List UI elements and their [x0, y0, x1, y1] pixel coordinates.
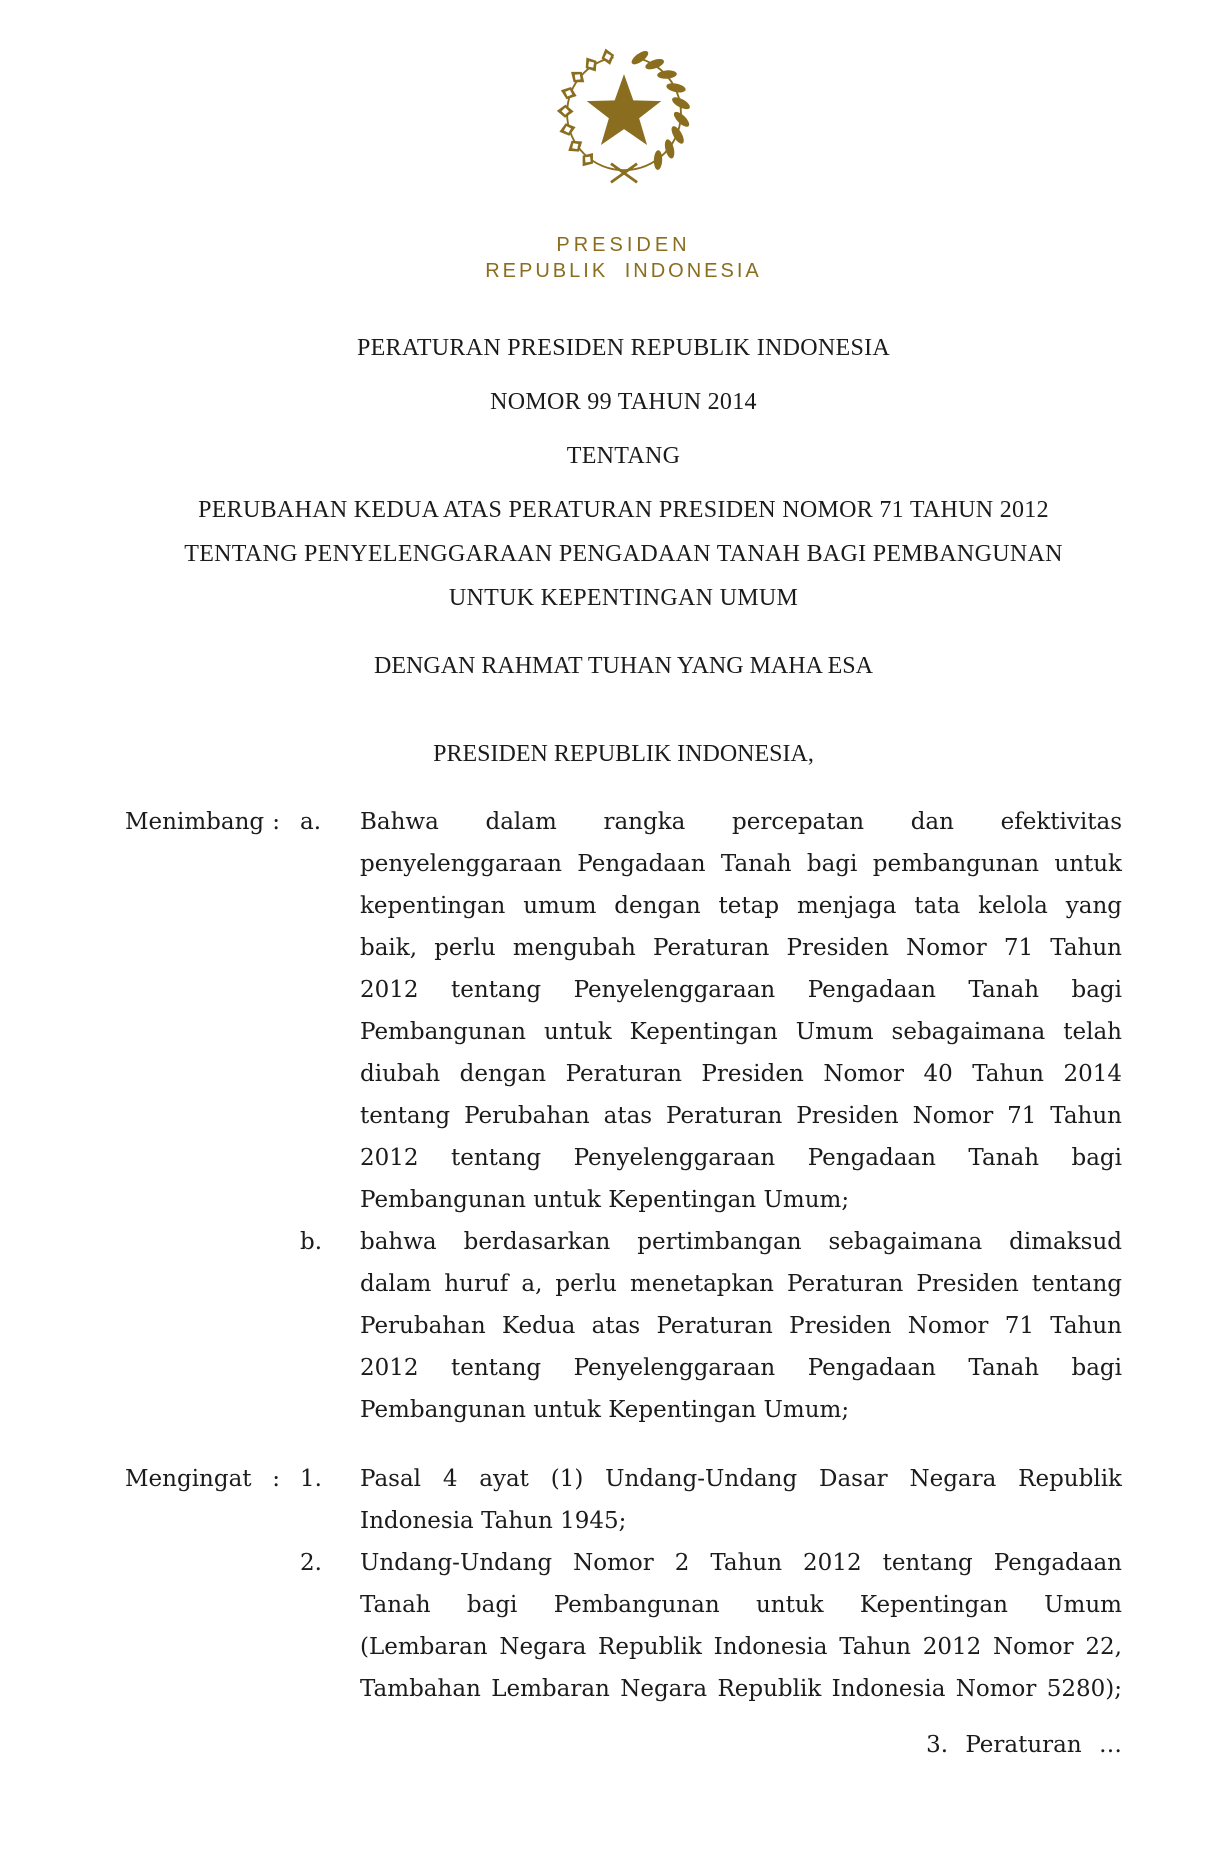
title-number: NOMOR 99 TAHUN 2014	[490, 389, 757, 415]
text-line: Tanah bagi Pembangunan untuk Kepentingan Umum	[360, 1592, 1122, 1618]
text-line: Indonesia Tahun 1945;	[360, 1508, 627, 1534]
item-marker: b.	[300, 1229, 323, 1255]
title-block	[125, 326, 1122, 620]
title-regulation: PERATURAN PRESIDEN REPUBLIK INDONESIA	[356, 335, 891, 361]
text-line: Perubahan Kedua atas Peraturan Presiden Nomor 71 Tahun	[360, 1313, 1122, 1339]
item-marker: a.	[300, 809, 322, 835]
title-subject-3: UNTUK KEPENTINGAN UMUM	[448, 585, 799, 611]
text-line: (Lembaran Negara Republik Indonesia Tahun 2012 Nomor 22,	[360, 1634, 1122, 1660]
title-subject-1: PERUBAHAN KEDUA ATAS PERATURAN PRESIDEN NOMOR 71 TAHUN 2012	[198, 497, 1049, 523]
menimbang-item-b	[300, 1221, 1122, 1431]
letterhead	[125, 0, 1122, 284]
text-line: Pembangunan untuk Kepentingan Umum sebagaimana telah	[360, 1019, 1122, 1045]
text-line: 2012 tentang Penyelenggaraan Pengadaan Tanah bagi	[360, 977, 1122, 1003]
item-marker: 2.	[300, 1550, 322, 1576]
mengingat-label-text: Mengingat	[125, 1466, 252, 1492]
text-line: Pasal 4 ayat (1) Undang-Undang Dasar Negara Republik	[360, 1466, 1122, 1492]
text-line: 2012 tentang Penyelenggaraan Pengadaan Tanah bagi	[360, 1145, 1122, 1171]
text-line: 2012 tentang Penyelenggaraan Pengadaan Tanah bagi	[360, 1355, 1122, 1381]
text-line: Bahwa dalam rangka percepatan dan efektivitas	[360, 809, 1122, 835]
text-line: tentang Perubahan atas Peraturan Presiden Nomor 71 Tahun	[360, 1103, 1122, 1129]
menimbang-item-b-text	[360, 1221, 1122, 1431]
menimbang-items	[300, 801, 1122, 1431]
menimbang-section	[125, 801, 1122, 1431]
text-line: Pembangunan untuk Kepentingan Umum;	[360, 1397, 850, 1423]
title-subject-2: TENTANG PENYELENGGARAAN PENGADAAN TANAH BAGI PEMBANGUNAN	[184, 541, 1063, 567]
menimbang-label	[125, 801, 300, 843]
mengingat-item-2-text	[360, 1542, 1122, 1710]
text-line: baik, perlu mengubah Peraturan Presiden Nomor 71 Tahun	[360, 935, 1122, 961]
text-line: Tambahan Lembaran Negara Republik Indonesia Nomor 5280);	[360, 1676, 1122, 1702]
mengingat-item-2	[300, 1542, 1122, 1710]
mengingat-items	[300, 1458, 1122, 1710]
text-line: Pembangunan untuk Kepentingan Umum;	[360, 1187, 850, 1213]
text-line: dalam huruf a, perlu menetapkan Peraturan Presiden tentang	[360, 1271, 1122, 1297]
letterhead-republik-indonesia: REPUBLIK INDONESIA	[485, 260, 762, 282]
mengingat-label	[125, 1458, 300, 1500]
item-marker: 1.	[300, 1466, 322, 1492]
page-catchword: 3. Peraturan …	[926, 1732, 1122, 1758]
mengingat-item-1-text	[360, 1458, 1122, 1542]
menimbang-label-text: Menimbang	[125, 809, 265, 835]
mengingat-item-1	[300, 1458, 1122, 1542]
invocation-line: DENGAN RAHMAT TUHAN YANG MAHA ESA	[374, 653, 873, 679]
text-line: penyelenggaraan Pengadaan Tanah bagi pembangunan untuk	[360, 851, 1122, 877]
menimbang-item-a	[300, 801, 1122, 1221]
presidential-star-wreath-emblem	[125, 42, 1122, 192]
text-line: Undang-Undang Nomor 2 Tahun 2012 tentang Pengadaan	[360, 1550, 1122, 1576]
text-line: bahwa berdasarkan pertimbangan sebagaimana dimaksud	[360, 1229, 1122, 1255]
title-tentang: TENTANG	[566, 443, 681, 469]
menimbang-colon: :	[272, 809, 280, 835]
enacting-authority-line: PRESIDEN REPUBLIK INDONESIA,	[433, 741, 814, 767]
letterhead-presiden: PRESIDEN	[556, 234, 691, 256]
mengingat-section	[125, 1458, 1122, 1710]
text-line: diubah dengan Peraturan Presiden Nomor 40 Tahun 2014	[360, 1061, 1122, 1087]
text-line: kepentingan umum dengan tetap menjaga tata kelola yang	[360, 893, 1122, 919]
menimbang-item-a-text	[360, 801, 1122, 1221]
mengingat-colon: :	[272, 1466, 280, 1492]
